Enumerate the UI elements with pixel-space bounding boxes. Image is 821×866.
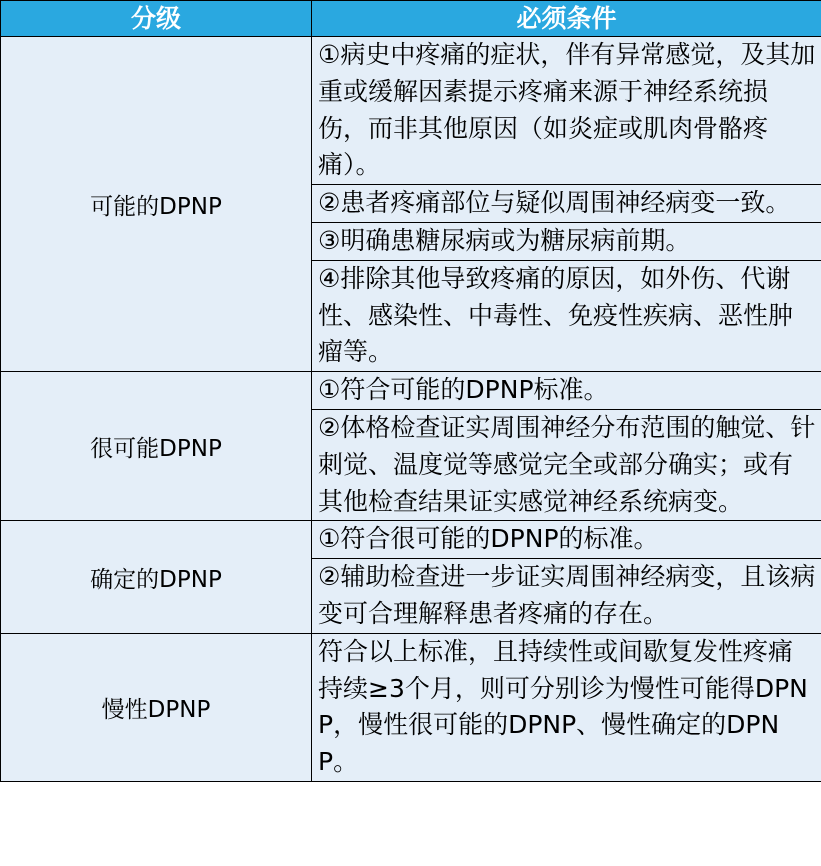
header-row <box>1 1 821 37</box>
grade-cell-probable: 很可能DPNP <box>1 372 312 521</box>
header-grade: 分级 <box>1 1 312 37</box>
criteria-cell: ②体格检查证实周围神经分布范围的触觉、针刺觉、温度觉等感觉完全或部分确实；或有其他检查结果证实感觉神经系统病变。 <box>312 409 821 520</box>
criteria-cell: ①病史中疼痛的症状，伴有异常感觉，及其加重或缓解因素提示疼痛来源于神经系统损伤，而非其他原因（如炎症或肌肉骨骼疼痛）。 <box>312 37 821 185</box>
criteria-cell: ④排除其他导致疼痛的原因，如外伤、代谢性、感染性、中毒性、免疫性疾病、恶性肿瘤等。 <box>312 260 821 371</box>
criteria-cell: ②患者疼痛部位与疑似周围神经病变一致。 <box>312 185 821 223</box>
criteria-cell: ①符合可能的DPNP标准。 <box>312 372 821 410</box>
grade-cell-chronic: 慢性DPNP <box>1 633 312 781</box>
grade-cell-possible: 可能的DPNP <box>1 37 312 372</box>
criteria-cell: ③明确患糖尿病或为糖尿病前期。 <box>312 222 821 260</box>
table-row <box>1 372 821 410</box>
criteria-cell: ②辅助检查进一步证实周围神经病变，且该病变可合理解释患者疼痛的存在。 <box>312 559 821 634</box>
criteria-cell: 符合以上标准，且持续性或间歇复发性疼痛持续≥3个月，则可分别诊为慢性可能得DPNP，慢性很可能的DPNP、慢性确定的DPNP。 <box>312 633 821 781</box>
header-criteria: 必须条件 <box>312 1 821 37</box>
grade-cell-definite: 确定的DPNP <box>1 521 312 633</box>
table-row <box>1 633 821 781</box>
table-row <box>1 37 821 185</box>
table-row <box>1 521 821 559</box>
criteria-cell: ①符合很可能的DPNP的标准。 <box>312 521 821 559</box>
